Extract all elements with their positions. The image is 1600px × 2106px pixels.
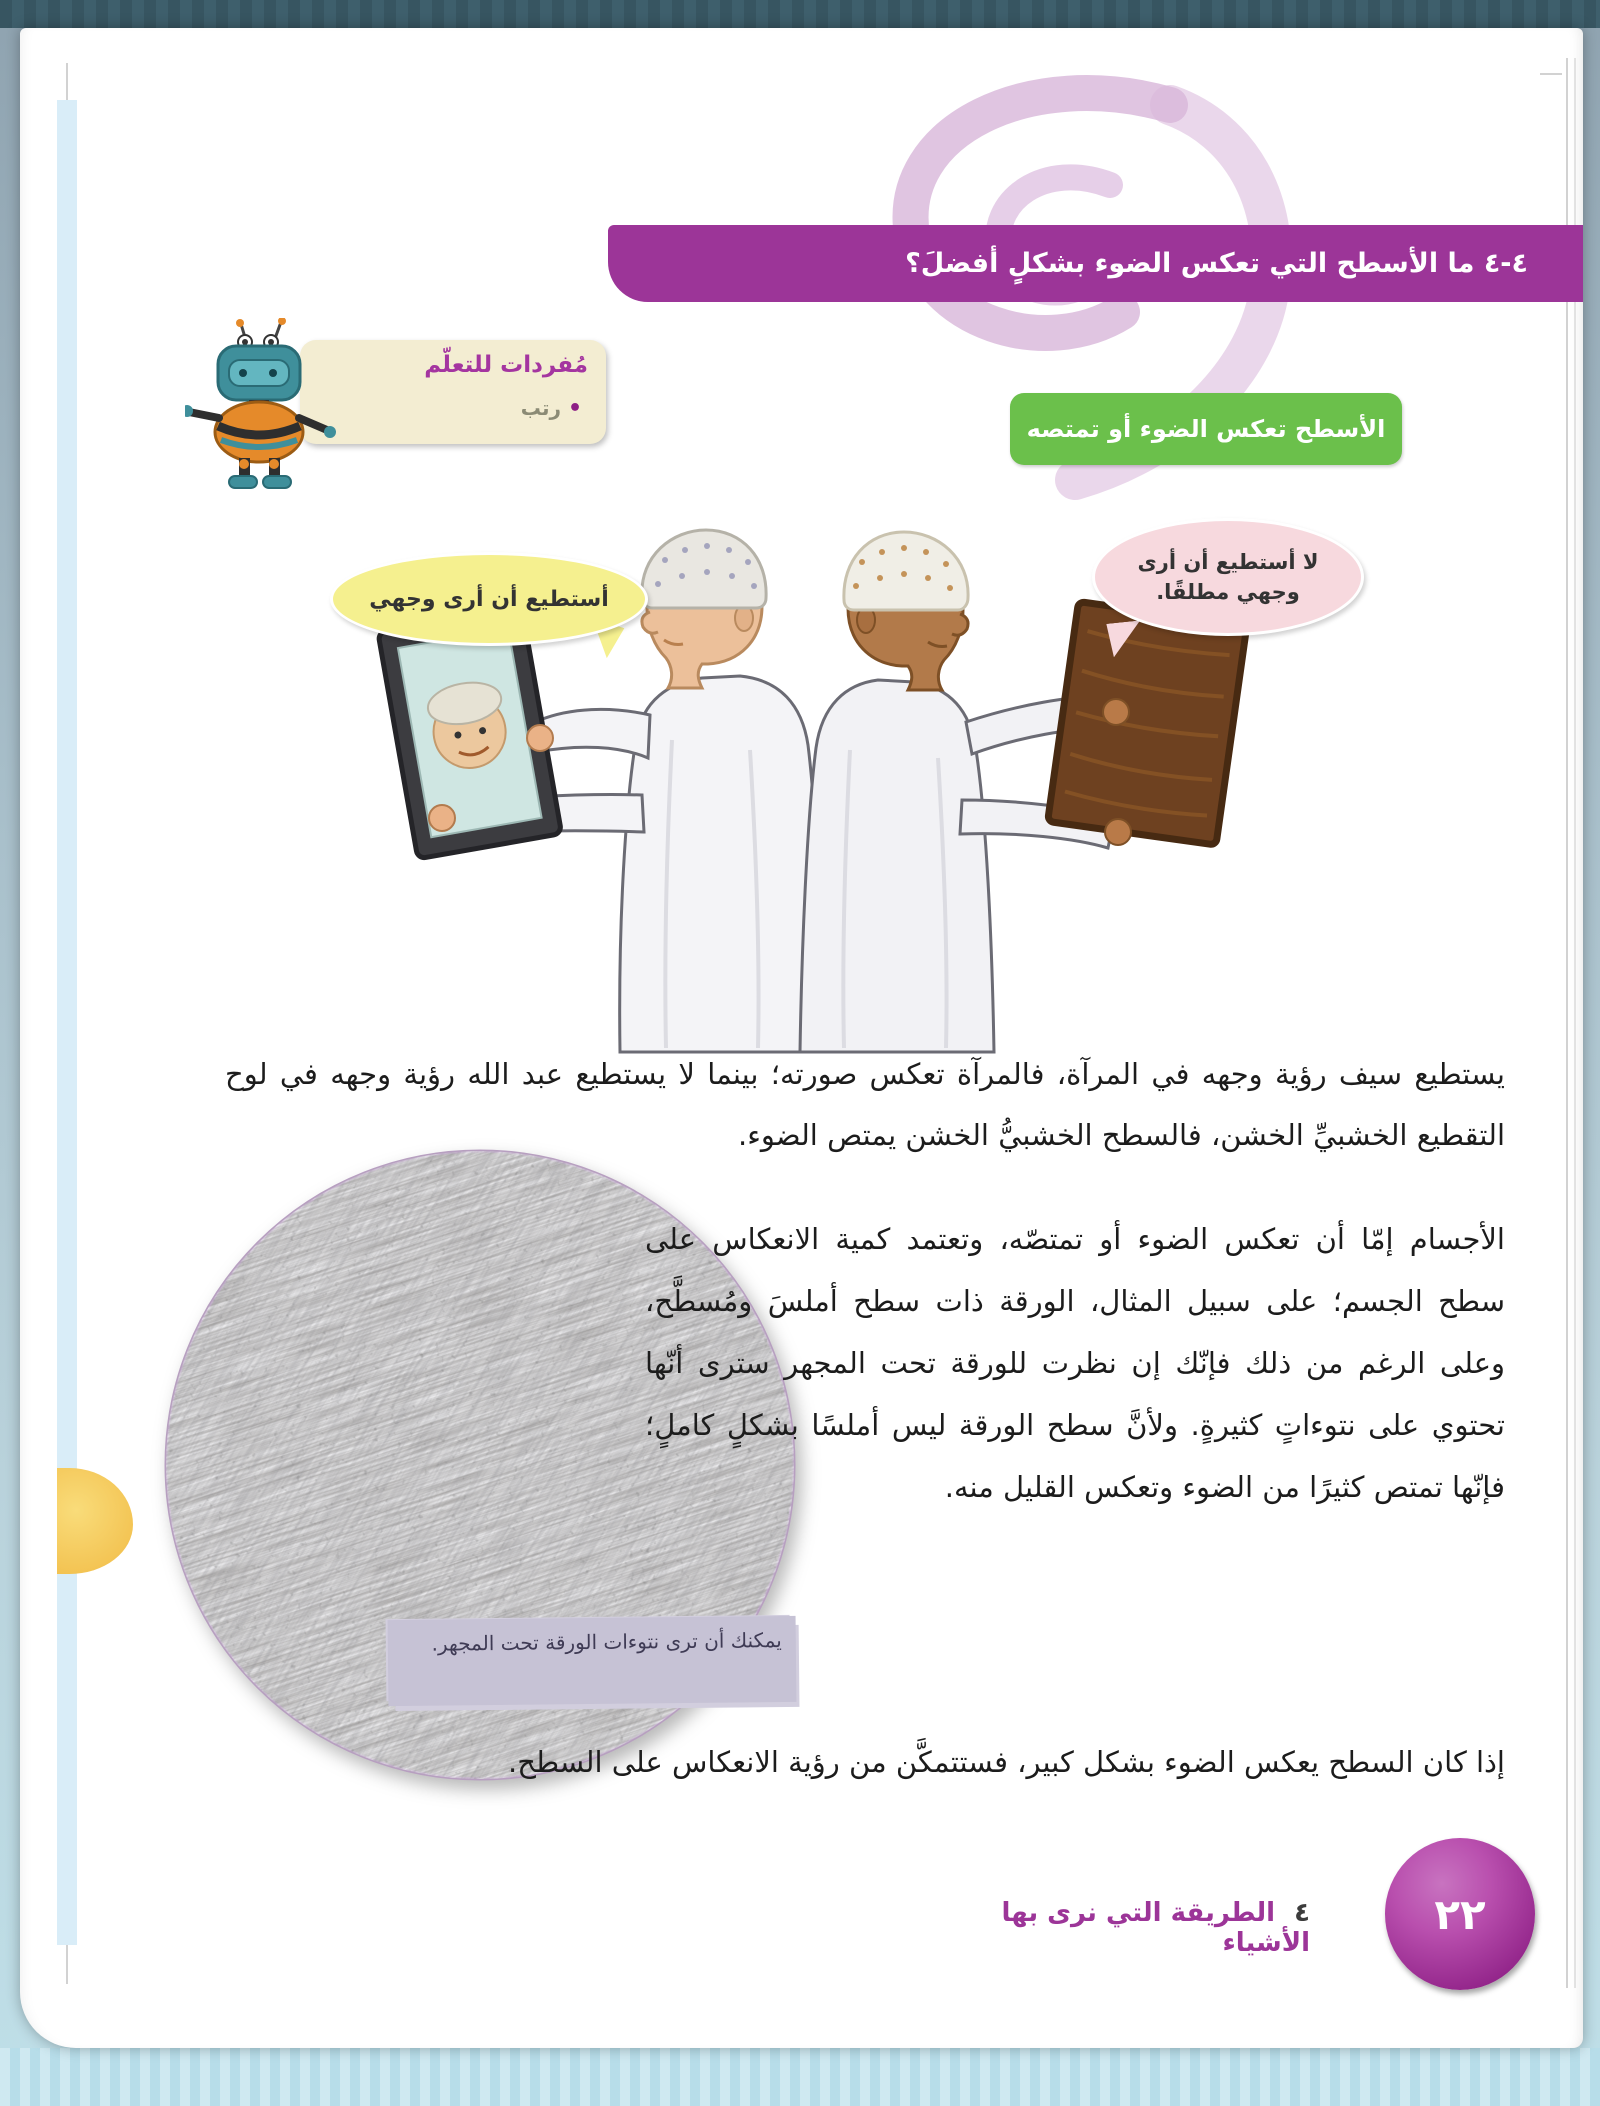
page-number-badge — [1385, 1838, 1535, 1990]
section-heading-banner — [1010, 393, 1402, 465]
bullet-icon: • — [567, 396, 582, 421]
crop-mark — [66, 63, 68, 101]
bottom-decorative-strip — [0, 2048, 1600, 2106]
photo-caption — [388, 1616, 797, 1706]
left-accent-bar — [57, 100, 77, 1945]
photo-caption-text: يمكنك أن ترى نتوءات الورقة تحت المجهر. — [431, 1628, 782, 1656]
speech-text: أستطيع أن أرى وجهي — [369, 586, 609, 612]
vocab-box — [300, 340, 606, 444]
page-number-text: ٢٢ — [1434, 1889, 1486, 1939]
paragraph-intro: يستطيع سيف رؤية وجهه في المرآة، فالمرآة تعكس صورته؛ بينما لا يستطيع عبد الله رؤية وجهه في لوح التقطيع الخشبيِّ الخشن، فالسطح الخشبيُّ الخشن يمتص الضوء. — [225, 1057, 1505, 1152]
crop-mark — [66, 1940, 68, 1984]
footer-unit-label — [960, 1898, 1310, 1958]
lesson-title-text: ٤-٤ ما الأسطح التي تعكس الضوء بشكلٍ أفضلَ؟ — [905, 248, 1528, 279]
paragraph-main: الأجسام إمّا أن تعكس الضوء أو تمتصّه، وتعتمد كمية الانعكاس على سطح الجسم؛ على سبيل المثال، الورقة ذات سطح أملسَ ومُسطَّح، وعلى الرغم من ذلك فإنّك إن نظرت للورقة تحت المجهر سترى أنّها تحتوي على نتوءاتٍ كثيرةٍ. ولأنَّ سطح الورقة ليس أملسًا بشكلٍ كاملٍ؛ فإنّها تمتص كثيرًا من الضوء وتعكس القليل منه. — [645, 1222, 1505, 1504]
speech-bubble-board-boy — [1092, 518, 1364, 636]
footer-unit-title: الطريقة التي نرى بها الأشياء — [1001, 1898, 1310, 1958]
vocab-item — [521, 396, 582, 421]
speech-bubble-mirror-boy — [330, 552, 648, 646]
top-decorative-strip — [0, 0, 1600, 28]
vocab-box-title: مُفردات للتعلّم — [424, 352, 588, 378]
page-edge-line — [1574, 58, 1576, 1988]
wooden-board-illustration — [1048, 602, 1247, 845]
paragraph-conclusion: إذا كان السطح يعكس الضوء بشكل كبير، فستتمكَّن من رؤية الانعكاس على السطح. — [508, 1745, 1505, 1779]
page-edge-line — [1566, 58, 1568, 1988]
robot-mascot-illustration — [185, 318, 345, 490]
vocab-item-label: رتب — [520, 396, 561, 420]
crop-mark — [1540, 73, 1562, 75]
speech-text: لا أستطيع أن أرى وجهي مطلقًا. — [1137, 550, 1319, 604]
section-heading-text: الأسطح تعكس الضوء أو تمتصه — [1026, 415, 1386, 443]
footer-unit-number: ٤ — [1294, 1898, 1310, 1928]
lesson-title-banner — [608, 225, 1583, 302]
